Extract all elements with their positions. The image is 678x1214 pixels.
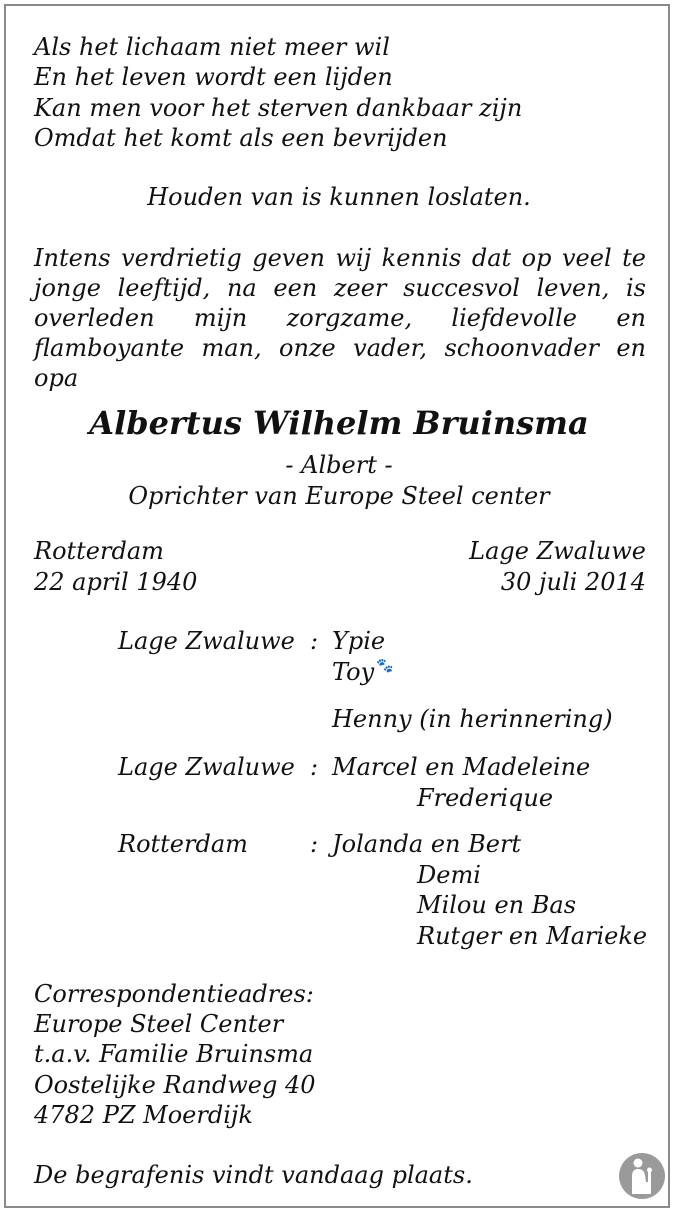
death-date: 30 juli 2014 xyxy=(500,568,646,596)
family-couple: Marcel en Madeleine xyxy=(332,753,591,781)
family-place-2: Lage Zwaluwe xyxy=(118,753,295,781)
birth-date: 22 april 1940 xyxy=(34,568,198,596)
grandchild: Demi xyxy=(417,861,481,889)
family-colon-1: : xyxy=(310,627,319,655)
grandchild: Rutger en Marieke xyxy=(417,922,648,950)
family-colon-3: : xyxy=(310,830,319,858)
correspondence-line-4: 4782 PZ Moerdijk xyxy=(34,1101,253,1129)
correspondence-heading: Correspondentieadres: xyxy=(34,980,314,1008)
family-member: Ypie xyxy=(332,627,386,655)
death-place: Lage Zwaluwe xyxy=(469,537,646,565)
announcement-text: Intens verdrietig geven wij kennis dat op veel te jonge leeftijd, na een zeer succesvol leven, is overleden mijn zorgzame, liefdevolle en flamboyante man, onze vader, schoonvader en opa xyxy=(34,244,646,392)
in-memory-name: Henny (in herinnering) xyxy=(332,705,613,733)
family-couple: Jolanda en Bert xyxy=(332,830,522,858)
mourning-figure-icon xyxy=(618,1152,666,1200)
funeral-notice: De begrafenis vindt vandaag plaats. xyxy=(34,1161,473,1189)
family-colon-2: : xyxy=(310,753,319,781)
deceased-title: Oprichter van Europe Steel center xyxy=(128,482,550,510)
poem-line-3: Kan men voor het sterven dankbaar zijn xyxy=(34,94,523,122)
poem-line-1: Als het lichaam niet meer wil xyxy=(34,33,390,61)
family-place-3: Rotterdam xyxy=(118,830,248,858)
grandchild: Frederique xyxy=(417,784,554,812)
family-place-1: Lage Zwaluwe xyxy=(118,627,295,655)
correspondence-line-3: Oostelijke Randweg 40 xyxy=(34,1071,316,1099)
birth-place: Rotterdam xyxy=(34,537,164,565)
pet-name: Toy xyxy=(332,658,375,686)
grandchild: Milou en Bas xyxy=(417,891,577,919)
paw-icon: 🐾 xyxy=(376,658,394,674)
poem-line-2: En het leven wordt een lijden xyxy=(34,63,393,91)
deceased-name: Albertus Wilhelm Bruinsma xyxy=(89,404,589,442)
motto: Houden van is kunnen loslaten. xyxy=(147,183,531,211)
correspondence-line-1: Europe Steel Center xyxy=(34,1010,284,1038)
deceased-nickname: - Albert - xyxy=(285,451,393,479)
poem-line-4: Omdat het komt als een bevrijden xyxy=(34,124,448,152)
correspondence-line-2: t.a.v. Familie Bruinsma xyxy=(34,1040,314,1068)
